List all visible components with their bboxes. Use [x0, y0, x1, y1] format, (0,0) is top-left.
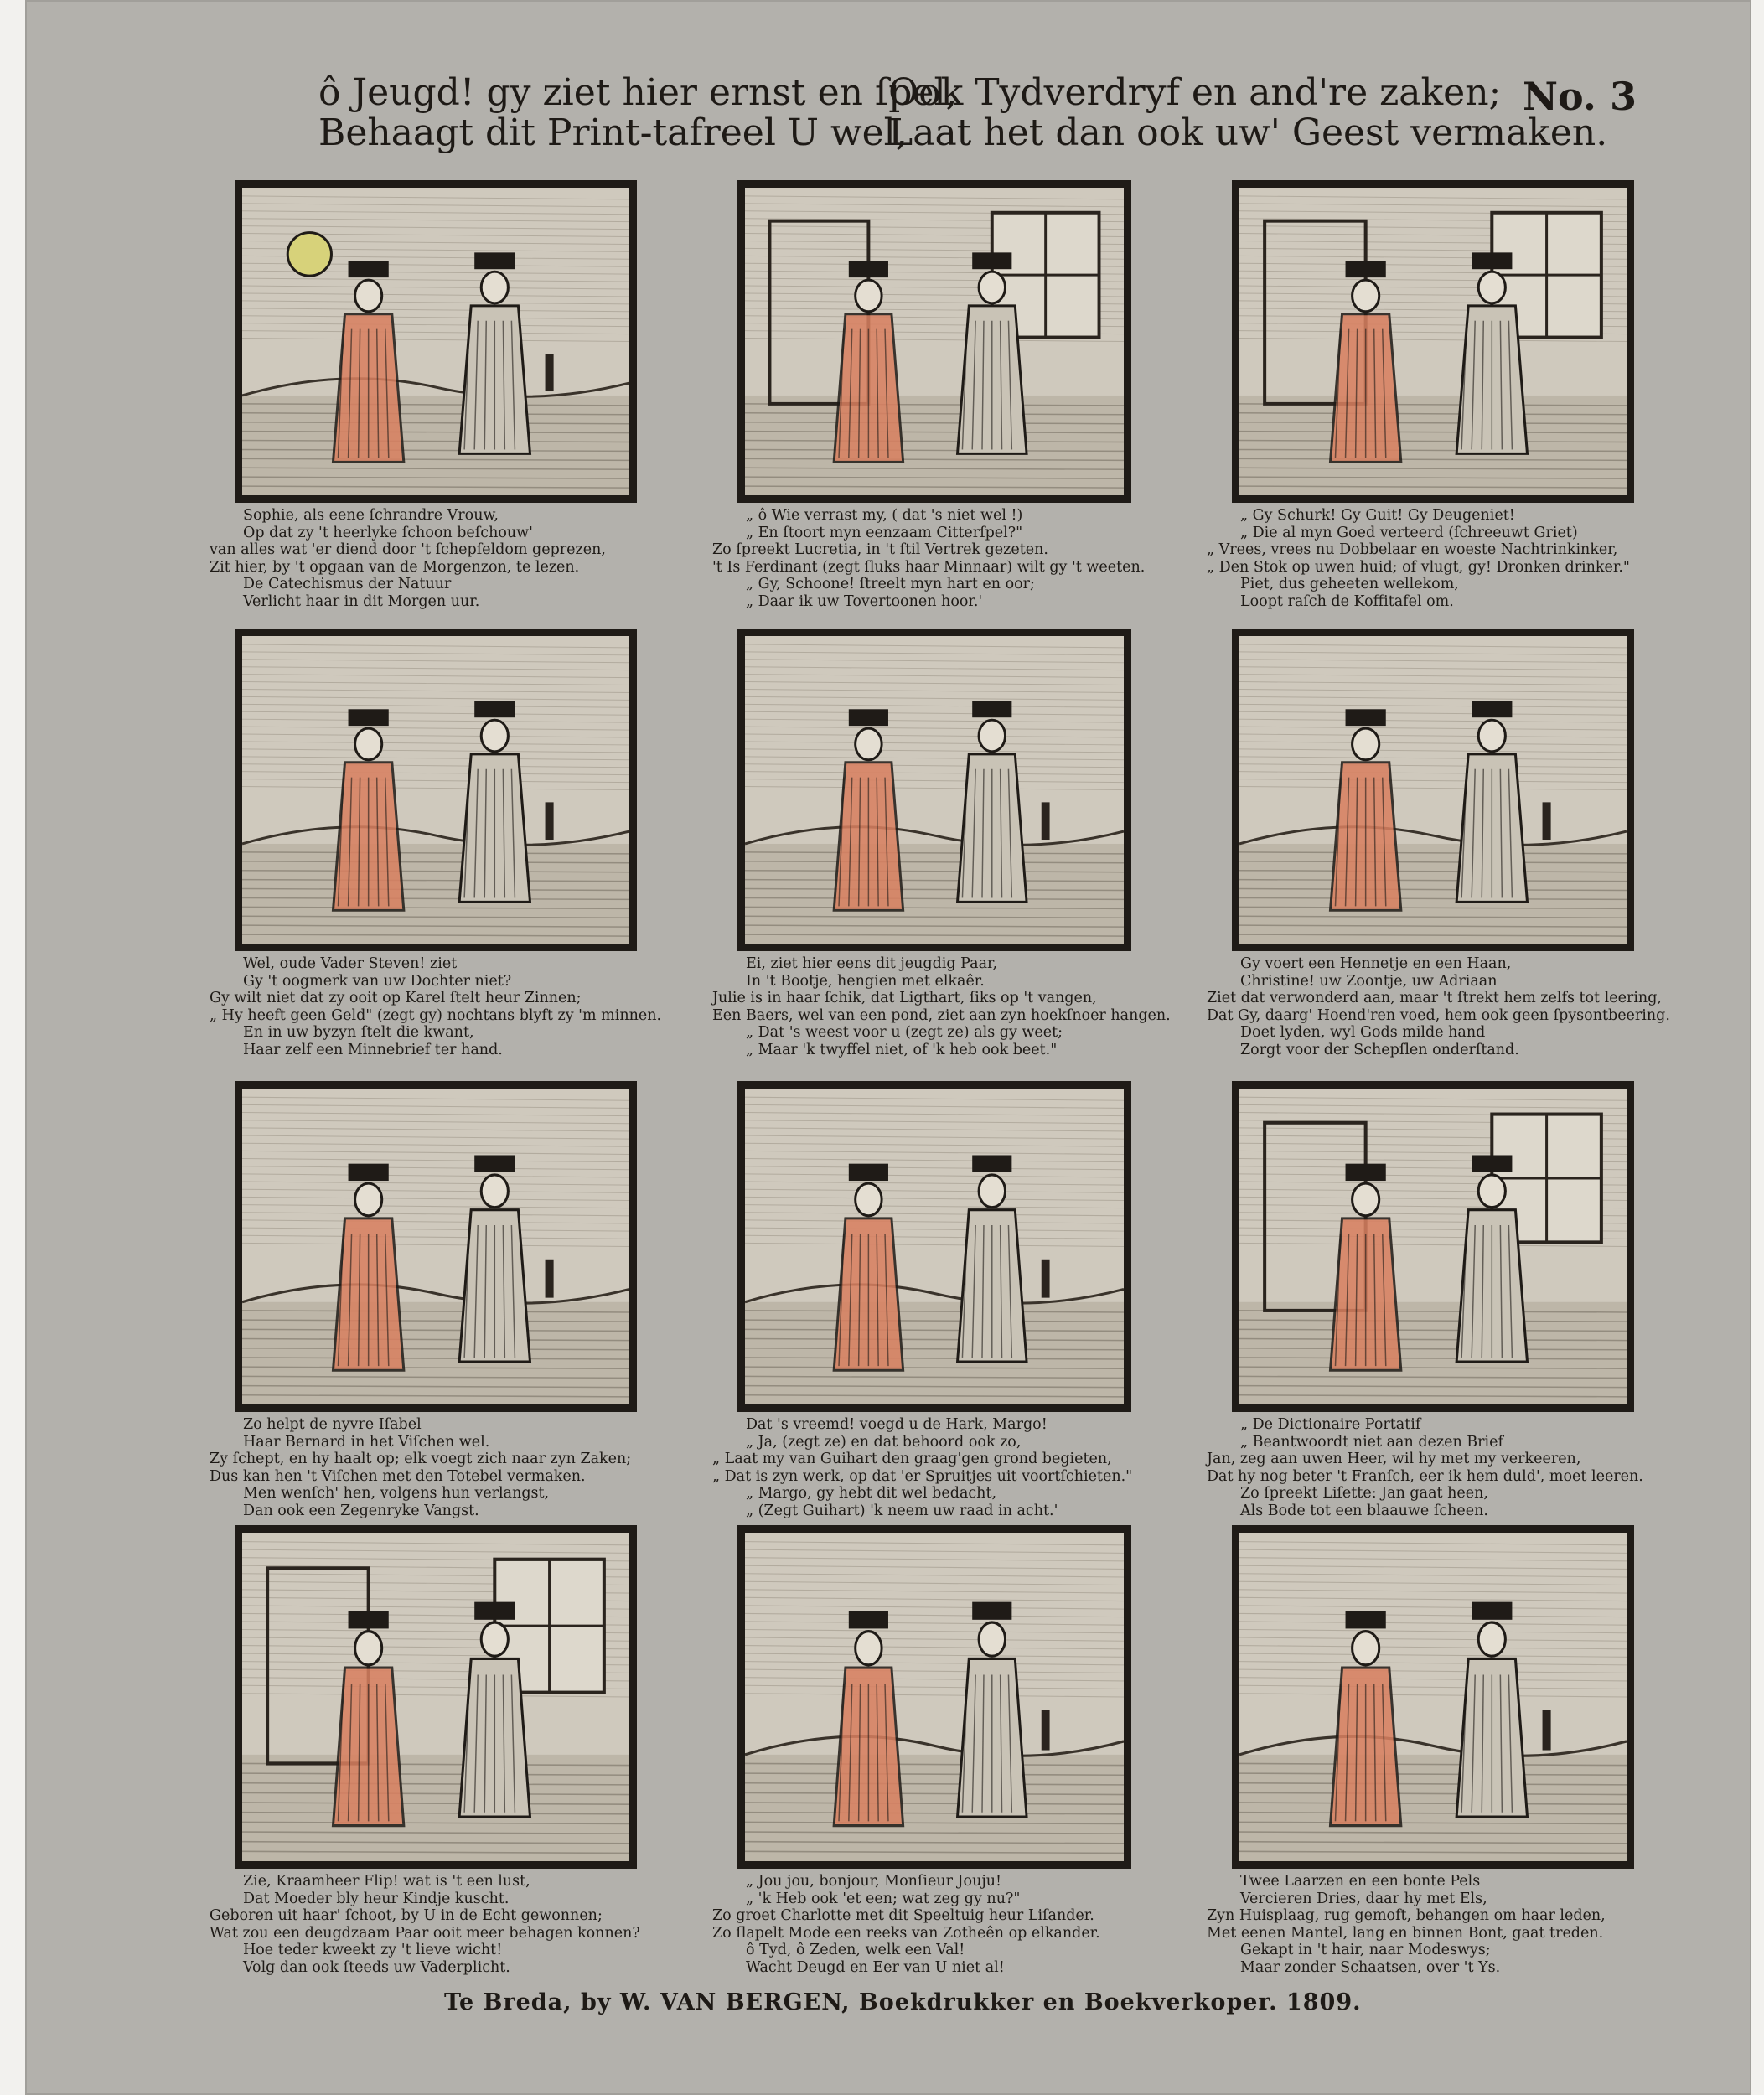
- verse-line: Zit hier, by 't opgaan van de Morgenzon, te lezen.: [210, 558, 580, 576]
- verse-line: „ Maar 'k twyffel niet, of 'k heb ook beet.": [746, 1041, 1058, 1058]
- verse-line: En in uw byzyn ſtelt die kwant,: [243, 1024, 474, 1041]
- verse-line: Ei, ziet hier eens dit jeugdig Paar,: [746, 955, 998, 972]
- woodcut-illustration: [242, 1089, 629, 1404]
- verse-line: Hoe teder kweekt zy 't lieve wicht!: [243, 1942, 503, 1958]
- verse-line: Sophie, als eene ſchrandre Vrouw,: [243, 507, 499, 524]
- panel-frame-fishing-net-scene: [235, 1081, 637, 1412]
- woodcut-illustration: [242, 1533, 629, 1861]
- verse-line: „ De Dictionaire Portatif: [1240, 1416, 1421, 1433]
- panel-frame-skating-couple-scene: [1232, 1525, 1634, 1869]
- verse-line: „ Jou jou, bonjour, Monſieur Jouju!: [746, 1873, 1002, 1890]
- panel-verse: [210, 507, 687, 610]
- verse-line: Dat Gy, daarg' Hoend'ren voed, hem ook geen ſpysontbeering.: [1207, 1006, 1670, 1024]
- panel-frame-nursing-mother-scene: [235, 1525, 637, 1869]
- header-line-1-right: Ook Tydverdryf en and're zaken;: [888, 71, 1502, 114]
- verse-line: Zyn Huisplaag, rug gemoft, behangen om haar leden,: [1207, 1907, 1606, 1924]
- verse-line: „ Beantwoordt niet aan dezen Brief: [1240, 1433, 1503, 1451]
- verse-line: „ Gy, Schoone! ſtreelt myn hart en oor;: [746, 576, 1035, 592]
- verse-line: „ Ja, (zegt ze) en dat behoord ook zo,: [746, 1433, 1022, 1451]
- woodcut-illustration: [1239, 636, 1627, 944]
- verse-line: Wacht Deugd en Eer van U niet al!: [746, 1958, 1005, 1976]
- woodcut-illustration: [745, 636, 1124, 944]
- verse-line: Wat zou een deugdzaam Paar ooit meer behagen konnen?: [210, 1924, 640, 1942]
- verse-line: Dat hy nog beter 't Franſch, eer ik hem duld', moet leeren.: [1207, 1467, 1643, 1485]
- verse-line: 't Is Ferdinant (zegt ſluks haar Minnaar) wilt gy 't weeten.: [712, 558, 1146, 576]
- verse-line: Zo helpt de nyvre Iſabel: [243, 1416, 422, 1433]
- verse-line: Met eenen Mantel, lang en binnen Bont, gaat treden.: [1207, 1924, 1604, 1942]
- verse-line: „ Dat 's weest voor u (zegt ze) als gy weet;: [746, 1024, 1063, 1041]
- verse-line: Zo ſlapelt Mode een reeks van Zotheên op elkander.: [712, 1924, 1100, 1942]
- verse-line: „ Margo, gy hebt dit wel bedacht,: [746, 1485, 997, 1502]
- imprint: Te Breda, by W. VAN BERGEN, Boekdrukker en Boekverkoper. 1809.: [444, 1989, 1362, 2015]
- verse-line: Dus kan hen 't Viſchen met den Totebel vermaken.: [210, 1467, 586, 1485]
- woodcut-illustration: [1239, 1533, 1627, 1861]
- verse-line: Gekapt in 't hair, naar Modeswys;: [1240, 1942, 1491, 1958]
- panel-verse: [712, 1416, 1182, 1519]
- verse-line: ô Tyd, ô Zeden, welk een Val!: [746, 1942, 965, 1958]
- verse-line: „ Den Stok op uwen huid; of vlugt, gy! Dronken drinker.": [1207, 558, 1630, 576]
- verse-line: Zie, Kraamheer Flip! wat is 't een lust,: [243, 1873, 530, 1890]
- panel-frame-couple-and-suitor-scene: [235, 628, 637, 951]
- verse-line: Gy voert een Hennetje en een Haan,: [1240, 955, 1512, 972]
- header-line-1-left: ô Jeugd! gy ziet hier ernst en ſpel,: [318, 71, 958, 114]
- panel-frame-woman-reading-scene: [235, 180, 637, 503]
- panel-verse: [1207, 507, 1684, 610]
- verse-line: „ Dat is zyn werk, op dat 'er Spruitjes uit voortſchieten.": [712, 1467, 1133, 1485]
- sheet-number: No. 3: [1523, 74, 1637, 119]
- verse-line: Loopt raſch de Koffitafel om.: [1240, 592, 1454, 610]
- verse-line: Dan ook een Zegenryke Vangst.: [243, 1502, 479, 1519]
- verse-line: „ Die al myn Goed verteerd (ſchreeuwt Griet): [1240, 524, 1578, 541]
- verse-line: Jan, zeg aan uwen Heer, wil hy met my verkeeren,: [1207, 1451, 1581, 1467]
- print-sheet: [25, 0, 1751, 2095]
- verse-line: Zy ſchept, en hy haalt op; elk voegt zich naar zyn Zaken;: [210, 1451, 632, 1467]
- panel-verse: [1207, 1416, 1684, 1519]
- panel-verse: [712, 955, 1182, 1058]
- verse-line: „ Vrees, vrees nu Dobbelaar en woeste Nachtrinkinker,: [1207, 541, 1618, 558]
- verse-line: Zo ſpreekt Liſette: Jan gaat heen,: [1240, 1485, 1488, 1502]
- panel-frame-letter-reading-scene: [1232, 1081, 1634, 1412]
- verse-line: Vercieren Dries, daar hy met Els,: [1240, 1890, 1487, 1907]
- verse-line: Christine! uw Zoontje, uw Adriaan: [1240, 972, 1498, 990]
- verse-line: Maar zonder Schaatsen, over 't Ys.: [1240, 1958, 1501, 1976]
- panel-verse: [712, 1873, 1182, 1976]
- woodcut-illustration: [745, 188, 1124, 495]
- verse-line: Geboren uit haar' ſchoot, by U in de Echt gewonnen;: [210, 1907, 603, 1924]
- panel-frame-feeding-chickens-scene: [1232, 628, 1634, 951]
- verse-line: Dat 's vreemd! voegd u de Hark, Margo!: [746, 1416, 1048, 1433]
- panel-verse: [210, 955, 687, 1058]
- verse-line: Volg dan ook ſteeds uw Vaderplicht.: [243, 1958, 510, 1976]
- woodcut-illustration: [1239, 1089, 1627, 1404]
- panel-verse: [712, 507, 1182, 610]
- verse-line: „ En ſtoort myn eenzaam Citterſpel?": [746, 524, 1023, 541]
- verse-line: Gy wilt niet dat zy ooit op Karel ſtelt heur Zinnen;: [210, 990, 582, 1006]
- verse-line: Zo groet Charlotte met dit Speeltuig heur Liſander.: [712, 1907, 1094, 1924]
- panel-verse: [1207, 1873, 1684, 1976]
- panel-frame-jou-jou-game-scene: [737, 1525, 1131, 1869]
- verse-line: Haar Bernard in het Viſchen wel.: [243, 1433, 490, 1451]
- header-verse: [318, 71, 1659, 163]
- verse-line: Op dat zy 't heerlyke ſchoon beſchouw': [243, 524, 533, 541]
- panel-verse: [1207, 955, 1684, 1058]
- verse-line: Dat Moeder bly heur Kindje kuscht.: [243, 1890, 510, 1907]
- verse-line: Ziet dat verwonderd aan, maar 't ſtrekt hem zelfs tot leering,: [1207, 990, 1662, 1006]
- verse-line: Gy 't oogmerk van uw Dochter niet?: [243, 972, 512, 990]
- verse-line: Zo ſpreekt Lucretia, in 't ſtil Vertrek gezeten.: [712, 541, 1048, 558]
- panel-frame-fishing-boat-scene: [737, 628, 1131, 951]
- woodcut-illustration: [1239, 188, 1627, 495]
- verse-line: Twee Laarzen en een bonte Pels: [1240, 1873, 1481, 1890]
- woodcut-illustration: [242, 636, 629, 944]
- panel-verse: [210, 1873, 687, 1976]
- woodcut-illustration: [242, 188, 629, 495]
- header-line-2-left: Behaagt dit Print-tafreel U wel,: [318, 111, 908, 154]
- verse-line: Piet, dus geheeten wellekom,: [1240, 576, 1459, 592]
- verse-line: Wel, oude Vader Steven! ziet: [243, 955, 458, 972]
- verse-line: Een Baers, wel van een pond, ziet aan zyn hoekſnoer hangen.: [712, 1006, 1171, 1024]
- panel-frame-lute-player-scene: [737, 180, 1131, 503]
- verse-line: „ Hy heeft geen Geld" (zegt gy) nochtans blyft zy 'm minnen.: [210, 1006, 662, 1024]
- verse-line: „ Laat my van Guihart den graag'gen grond begieten,: [712, 1451, 1112, 1467]
- woodcut-illustration: [745, 1089, 1124, 1404]
- verse-line: Verlicht haar in dit Morgen uur.: [243, 592, 480, 610]
- woodcut-illustration: [745, 1533, 1124, 1861]
- panel-verse: [210, 1416, 687, 1519]
- verse-line: De Catechismus der Natuur: [243, 576, 452, 592]
- panel-frame-broken-guitar-scene: [1232, 180, 1634, 503]
- verse-line: „ ô Wie verrast my, ( dat 's niet wel !): [746, 507, 1023, 524]
- header-line-2-right: Laat het dan ook uw' Geest vermaken.: [888, 111, 1608, 154]
- panel-frame-raking-garden-scene: [737, 1081, 1131, 1412]
- verse-line: Als Bode tot een blaauwe ſcheen.: [1240, 1502, 1488, 1519]
- verse-line: Doet lyden, wyl Gods milde hand: [1240, 1024, 1486, 1041]
- verse-line: „ (Zegt Guihart) 'k neem uw raad in acht.': [746, 1502, 1058, 1519]
- verse-line: Zorgt voor der Schepſlen onderſtand.: [1240, 1041, 1519, 1058]
- verse-line: „ Daar ik uw Tovertoonen hoor.': [746, 592, 983, 610]
- verse-line: In 't Bootje, hengien met elkaêr.: [746, 972, 985, 990]
- verse-line: Haar zelf een Minnebrief ter hand.: [243, 1041, 503, 1058]
- verse-line: Men wenſch' hen, volgens hun verlangst,: [243, 1485, 550, 1502]
- verse-line: „ Gy Schurk! Gy Guit! Gy Deugeniet!: [1240, 507, 1515, 524]
- verse-line: van alles wat 'er diend door 't ſchepſeldom geprezen,: [210, 541, 606, 558]
- verse-line: Julie is in haar ſchik, dat Ligthart, ſiks op 't vangen,: [712, 990, 1097, 1006]
- verse-line: „ 'k Heb ook 'et een; wat zeg gy nu?": [746, 1890, 1021, 1907]
